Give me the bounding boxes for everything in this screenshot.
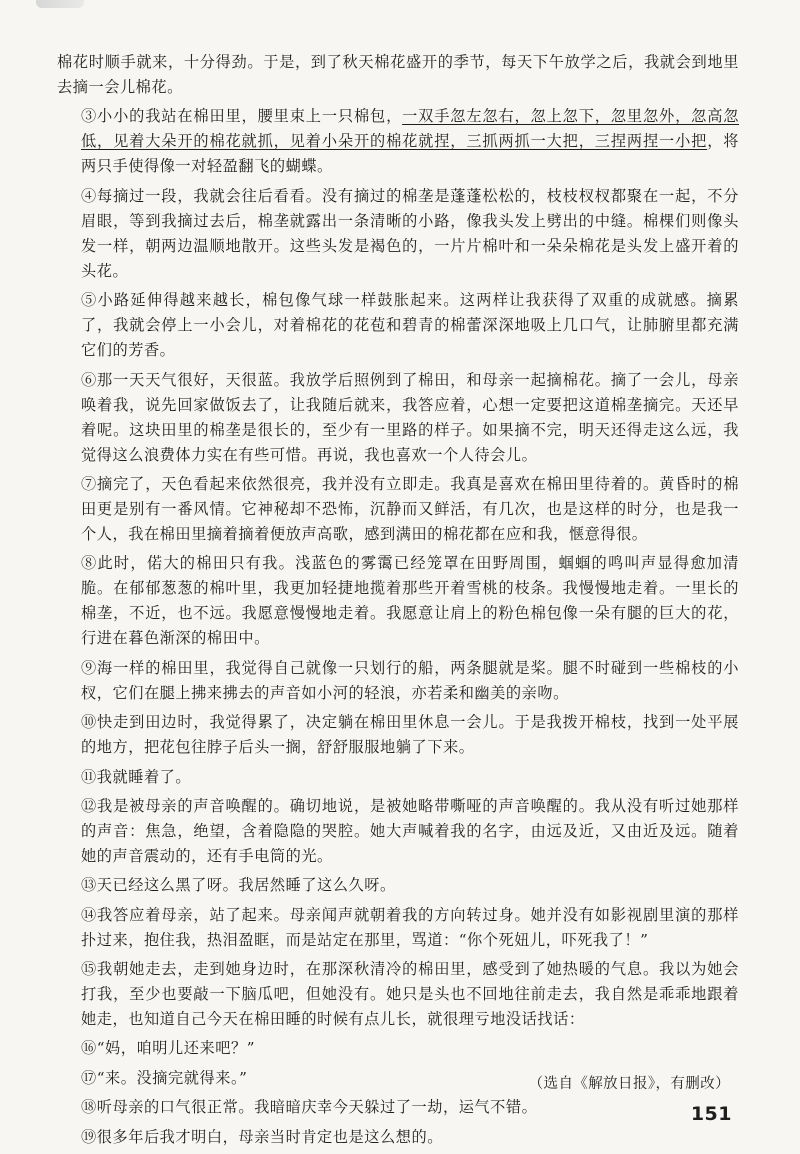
page-number: 151 [690,1103,732,1125]
paragraph-13: ⑬天已经这么黑了呀。我居然睡了这么久呀。 [81,876,396,895]
paragraph-6: ⑥那一天天气很好，天很蓝。我放学后照例到了棉田，和母亲一起摘棉花。摘了一会儿，母亲唤着我，说先回家做饭去了，让我随后就来，我答应着，心想一定要把这道棉垄摘完。天还早着呢。这块田里的棉垄是很长的，至少有一里路的样子。如果摘不完，明天还得走这么远，我觉得这么浪费体力实在有些可惜。再说，我也喜欢一个人待会儿。 [81,370,739,464]
paragraph-3-part-3: ，将两只手使得像一对轻盈翻飞的蝴蝶。 [81,132,739,176]
paragraph-5: ⑤小路延伸得越来越长，棉包像气球一样鼓胀起来。这两样让我获得了双重的成就感。摘累了，我就会停上一小会儿，对着棉花的花苞和碧青的棉蕾深深地吸上几口气，让肺腑里都充满它们的芳香。 [81,291,739,360]
source-citation: （选自《解放日报》，有删改） [528,1076,730,1092]
paragraph-continuation: 棉花时顺手就来，十分得劲。于是，到了秋天棉花盛开的季节，每天下午放学之后，我就会到地里去摘一会儿棉花。 [57,53,739,96]
paragraph-9: ⑨海一样的棉田里，我觉得自己就像一只划行的船，两条腿就是桨。腿不时碰到一些棉枝的小杈，它们在腿上拂来拂去的声音如小河的轻浪，亦若柔和幽美的亲吻。 [81,658,739,702]
paragraph-3 [57,104,739,179]
underlined-sentence: 一双手忽左忽右，忽上忽下，忽里忽外，忽高忽低，见着大朵开的棉花就抓，见着小朵开的棉花就捏，三抓两抓一大把，三捏两捏一小把 [81,107,739,151]
scan-artifact [36,0,84,8]
paragraph-15: ⑮我朝她走去，走到她身边时，在那深秋清冷的棉田里，感受到了她热暖的气息。我以为她会打我，至少也要敲一下脑瓜吧，但她没有。她只是头也不回地往前走去，我自然是乖乖地跟着她走，也知道自己今天在棉田睡的时候有点儿长，就很理亏地没话找话： [81,960,739,1029]
paragraph-7: ⑦摘完了，天色看起来依然很亮，我并没有立即走。我真是喜欢在棉田里待着的。黄昏时的棉田更是别有一番风情。它神秘却不恐怖，沉静而又鲜活，有几次，也是这样的时分，也是我一个人，我在棉田里摘着摘着便放声高歌，感到满田的棉花都在应和我，惬意得很。 [81,474,739,543]
paragraph-18: ⑱听母亲的口气很正常。我暗暗庆幸今天躲过了一劫，运气不错。 [81,1098,538,1117]
paragraph-19: ⑲很多年后我才明白，母亲当时肯定也是这么想的。 [81,1127,443,1146]
paragraph-3-part-1: ③小小的我站在棉田里，腰里束上一只棉包， [81,107,403,126]
paragraph-14: ⑭我答应着母亲，站了起来。母亲闻声就朝着我的方向转过身。她并没有如影视剧里演的那样扑过来，抱住我，热泪盈眶，而是站定在那里，骂道：“你个死妞儿，吓死我了！” [81,905,739,949]
paragraph-10: ⑩快走到田边时，我觉得累了，决定躺在棉田里休息一会儿。于是我拨开棉枝，找到一处平展的地方，把花包往脖子后头一搁，舒舒服服地躺了下来。 [81,713,739,757]
article-body [57,50,739,1154]
paragraph-12: ⑫我是被母亲的声音唤醒的。确切地说，是被她略带嘶哑的声音唤醒的。我从没有听过她那样的声音：焦急，绝望，含着隐隐的哭腔。她大声喊着我的名字，由远及近，又由近及远。随着她的声音震动的，还有手电筒的光。 [81,796,739,865]
paragraph-8: ⑧此时，偌大的棉田只有我。浅蓝色的雾霭已经笼罩在田野周围，蝈蝈的鸣叫声显得愈加清脆。在郁郁葱葱的棉叶里，我更加轻捷地揽着那些开着雪桃的枝条。我慢慢地走着。一里长的棉垄，不近，也不远。我愿意慢慢地走着。我愿意让肩上的粉色棉包像一朵有腿的巨大的花，行进在暮色渐深的棉田中。 [81,554,739,648]
paragraph-17: ⑰“来。没摘完就得来。” [81,1068,248,1087]
paragraph-11: ⑪我就睡着了。 [81,767,192,786]
paragraph-4: ④每摘过一段，我就会往后看看。没有摘过的棉垄是蓬蓬松松的，枝枝杈杈都聚在一起，不分眉眼，等到我摘过去后，棉垄就露出一条清晰的小路，像我头发上劈出的中缝。棉棵们则像头发一样，朝两边温顺地散开。这些头发是褐色的，一片片棉叶和一朵朵棉花是头发上盛开着的头花。 [81,186,739,280]
paragraph-16: ⑯“妈，咱明儿还来吧？” [81,1039,256,1058]
